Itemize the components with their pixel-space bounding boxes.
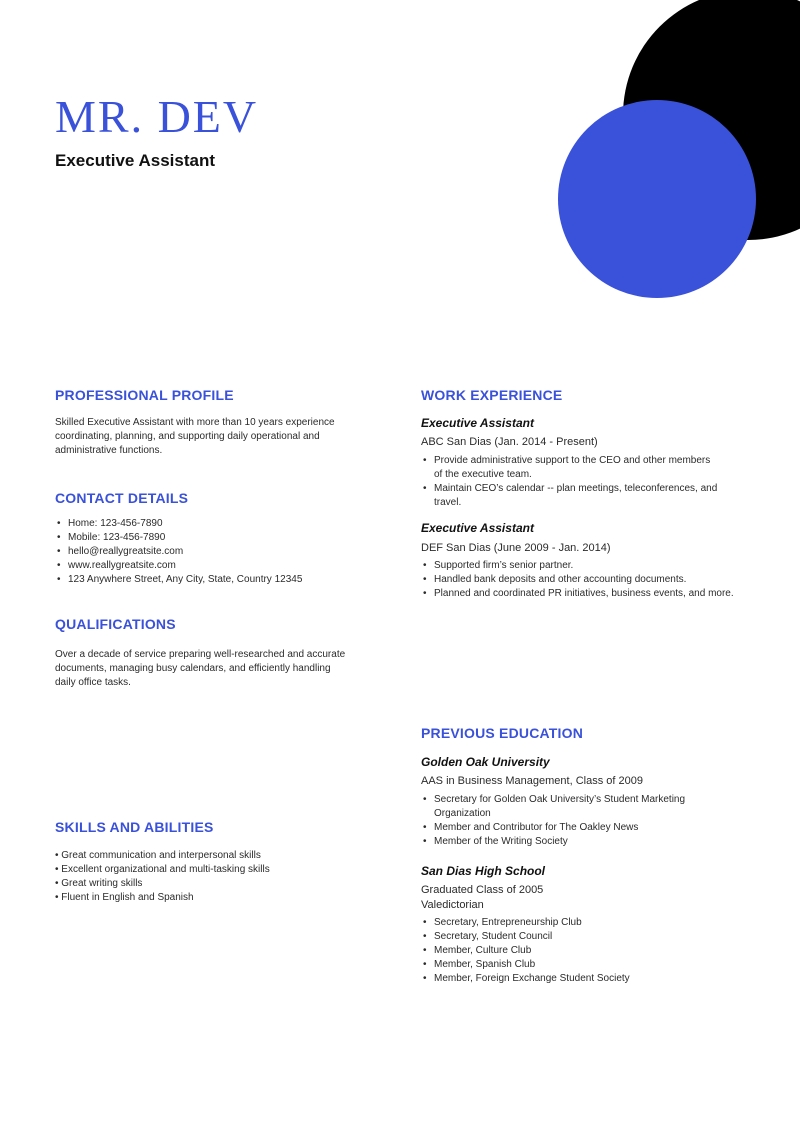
school-bullet: • Member and Contributor for The Oakley News [421,821,721,835]
job-employer: ABC San Dias (Jan. 2014 - Present) [421,436,598,448]
skills-heading: SKILLS AND ABILITIES [55,819,214,835]
school-bullets [421,793,721,849]
job-bullets [421,559,741,601]
contact-item-mobile-phone: • Mobile: 123-456-7890 [55,531,355,545]
decorative-blue-circle [558,100,756,298]
contact-item-address: • 123 Anywhere Street, Any City, State, Country 12345 [55,573,355,587]
school-bullet: • Member, Foreign Exchange Student Society [421,972,721,986]
school-bullet: • Member, Spanish Club [421,958,721,972]
job-title: Executive Assistant [421,521,534,535]
job-title: Executive Assistant [421,416,534,430]
job-bullet: • Provide administrative support to the CEO and other members of the executive team. [421,454,721,482]
job-bullet: • Planned and coordinated PR initiatives, business events, and more. [421,587,741,601]
contact-item-email: • hello@reallygreatsite.com [55,545,355,559]
job-bullet: • Handled bank deposits and other accounting documents. [421,573,741,587]
school-bullet: • Secretary, Student Council [421,930,721,944]
contact-item-website: • www.reallygreatsite.com [55,559,355,573]
education-heading: PREVIOUS EDUCATION [421,725,584,741]
school-honor: Valedictorian [421,899,484,911]
profile-text: Skilled Executive Assistant with more than 10 years experience coordinating, planning, and supporting daily operational and administrative functions. [55,417,335,456]
qualifications-text: Over a decade of service preparing well-researched and accurate documents, managing busy calendars, and efficiently handling daily office tasks. [55,649,346,688]
qualifications-heading: QUALIFICATIONS [55,616,176,632]
school-name: San Dias High School [421,864,546,878]
school-name: Golden Oak University [421,755,550,769]
skill-item: • Great communication and interpersonal skills [55,849,355,863]
school-bullets [421,916,721,986]
school-detail: AAS in Business Management, Class of 2009 [421,775,643,787]
job-employer: DEF San Dias (June 2009 - Jan. 2014) [421,542,611,554]
candidate-role: Executive Assistant [55,151,215,170]
contact-item-home-phone: • Home: 123-456-7890 [55,517,355,531]
school-bullet: • Secretary, Entrepreneurship Club [421,916,721,930]
school-detail: Graduated Class of 2005 [421,884,544,896]
skill-item: • Fluent in English and Spanish [55,891,355,905]
skill-item: • Great writing skills [55,877,355,891]
school-bullet: • Member of the Writing Society [421,835,721,849]
work-heading: WORK EXPERIENCE [421,387,563,403]
skill-item: • Excellent organizational and multi-tasking skills [55,863,355,877]
school-bullet: • Member, Culture Club [421,944,721,958]
candidate-name: MR. DEV [55,91,259,142]
contact-heading: CONTACT DETAILS [55,490,189,506]
contact-list [55,517,355,587]
job-bullet: • Maintain CEO’s calendar -- plan meetings, teleconferences, and travel. [421,482,721,510]
job-bullets [421,454,721,510]
skills-list [55,849,355,905]
job-bullet: • Supported firm’s senior partner. [421,559,741,573]
profile-heading: PROFESSIONAL PROFILE [55,387,234,403]
school-bullet: • Secretary for Golden Oak University’s Student Marketing Organization [421,793,721,821]
